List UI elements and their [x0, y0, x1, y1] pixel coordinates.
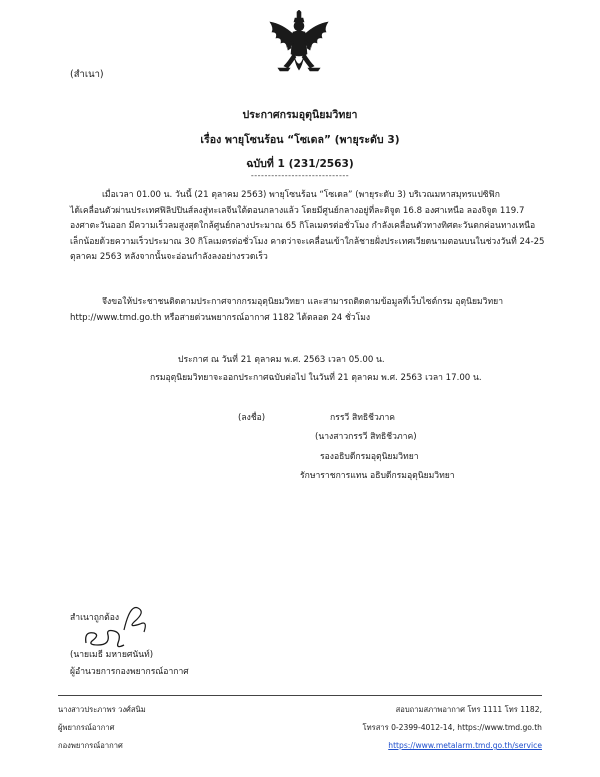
body-paragraph-1: [70, 188, 545, 266]
certifier-title: ผู้อำนวยการกองพยากรณ์อากาศ: [70, 667, 189, 677]
footer-preparer-title: ผู้พยากรณ์อากาศ: [58, 723, 115, 732]
copy-tag: (สำเนา): [70, 69, 104, 80]
certifier-name: (นายเมธี มหายศนันท์): [70, 650, 154, 660]
signed-label: (ลงชื่อ): [238, 413, 266, 423]
signer-full-name: (นางสาวกรรวี สิทธิชีวภาค): [315, 432, 417, 442]
para1-line: เมื่อเวลา 01.00 น. วันนี้ (21 ตุลาคม 2563) พายุโซนร้อน “โซเดล” (พายุระดับ 3) บริเวณมหาสมุทรแปซิฟิก: [102, 190, 500, 200]
para2-line: http://www.tmd.go.th หรือสายด่วนพยากรณ์อากาศ 1182 ได้ตลอด 24 ชั่วโมง: [70, 312, 371, 323]
para2-line: จึงขอให้ประชาชนติดตามประกาศจากกรมอุตุนิยมวิทยา และสามารถติดตามข้อมูลที่เว็บไซต์กรม อุตุนิยมวิทยา: [102, 297, 504, 307]
footer-preparer-name: นางสาวประภาพร วงศ์สนิม: [58, 705, 146, 714]
title-divider: -----------------------------: [250, 171, 350, 180]
footer-service-link[interactable]: https://www.metalarm.tmd.go.th/service: [388, 741, 542, 750]
footer-preparer-division: กองพยากรณ์อากาศ: [58, 741, 123, 750]
certified-copy-label: สำเนาถูกต้อง: [70, 613, 120, 623]
footer-contact-phone: สอบถามสภาพอากาศ โทร 1111 โทร 1182,: [395, 705, 542, 714]
signer-acting-position: รักษาราชการแทน อธิบดีกรมอุตุนิยมวิทยา: [300, 471, 455, 481]
announcement-title: ประกาศกรมอุตุนิยมวิทยา: [242, 109, 358, 121]
footer-divider: [58, 695, 542, 696]
signer-name: กรรวี สิทธิชีวภาค: [330, 413, 396, 423]
para1-line: ตุลาคม 2563 หลังจากนั้นจะอ่อนกำลังลงอย่างรวดเร็ว: [70, 252, 268, 262]
certifier-initials-icon: [80, 625, 128, 651]
announcement-issue-number: ฉบับที่ 1 (231/2563): [246, 158, 354, 170]
announce-date-line: ประกาศ ณ วันที่ 21 ตุลาคม พ.ศ. 2563 เวลา 05.00 น.: [178, 355, 385, 365]
announcement-subject: เรื่อง พายุโซนร้อน “โซเดล” (พายุระดับ 3): [200, 134, 400, 146]
garuda-emblem-icon: [264, 10, 334, 80]
para1-line: เล็กน้อยด้วยความเร็วประมาณ 30 กิโลเมตรต่อชั่วโมง คาดว่าจะเคลื่อนเข้าใกล้ชายฝั่งประเทศเวียดนามตอนบนในช่วงวันที่ 24-25: [70, 236, 545, 247]
next-issue-line: กรมอุตุนิยมวิทยาจะออกประกาศฉบับต่อไป ในวันที่ 21 ตุลาคม พ.ศ. 2563 เวลา 17.00 น.: [150, 373, 482, 383]
body-paragraph-2: [70, 295, 530, 326]
para1-line: องศาตะวันออก มีความเร็วลมสูงสุดใกล้ศูนย์กลางประมาณ 65 กิโลเมตรต่อชั่วโมง กำลังเคลื่อนตัวทางทิศตะวันตกค่อนทางเหนือ: [70, 221, 536, 231]
para1-line: ได้เคลื่อนตัวผ่านประเทศฟิลิปปินส์ลงสู่ทะเลจีนใต้ตอนกลางแล้ว โดยมีศูนย์กลางอยู่ที่ละติจูด 16.8 องศาเหนือ ลองจิจูด 119.7: [70, 205, 525, 216]
signer-position: รองอธิบดีกรมอุตุนิยมวิทยา: [320, 452, 419, 462]
footer-contact-fax: โทรสาร 0-2399-4012-14, https://www.tmd.go.th: [362, 723, 542, 732]
